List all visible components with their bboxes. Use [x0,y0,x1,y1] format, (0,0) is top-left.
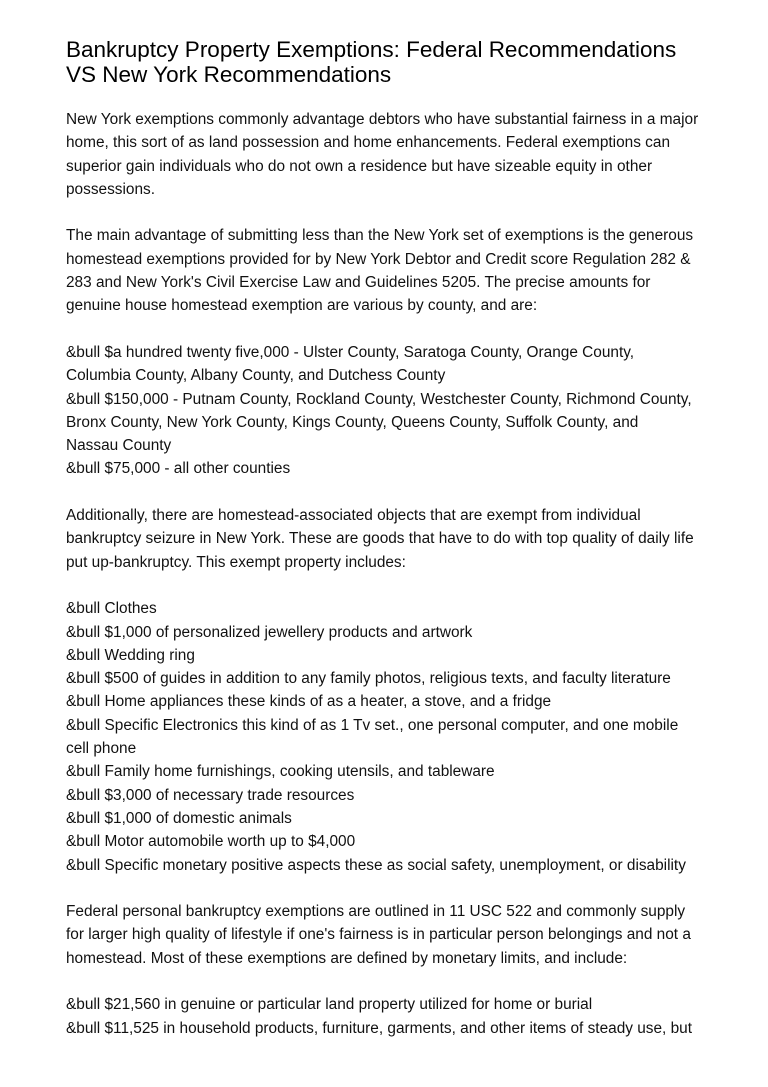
text-line: superior gain individuals who do not own a residence but have sizeable equity in other [66,157,653,175]
bullet-list [66,597,746,877]
list-item: &bull $3,000 of necessary trade resources [66,786,355,804]
paragraph-gap [66,574,746,597]
list-item: &bull Clothes [66,600,157,618]
list-item-continuation: Bronx County, New York County, Kings County, Queens County, Suffolk County, and [66,413,639,431]
list-item: &bull $a hundred twenty five,000 - Ulster County, Saratoga County, Orange County, [66,343,635,361]
paragraph-gap [66,481,746,504]
text-line: Additionally, there are homestead-associated objects that are exempt from individual [66,507,641,525]
text-line: possessions. [66,180,155,198]
text-line: New York exemptions commonly advantage debtors who have substantial fairness in a major [66,111,699,128]
list-item-continuation: cell phone [66,740,137,758]
paragraph-gap [66,201,746,224]
list-item: &bull Specific monetary positive aspects these as social safety, unemployment, or disability [66,856,686,874]
list-item: &bull Family home furnishings, cooking utensils, and tableware [66,763,495,781]
text-line: homestead exemptions provided for by New York Debtor and Credit score Regulation 282 & [66,250,691,268]
paragraph [66,108,746,201]
text-line: Federal personal bankruptcy exemptions are outlined in 11 USC 522 and commonly supply [66,903,686,921]
list-item: &bull $75,000 - all other counties [66,460,291,478]
paragraph [66,900,746,970]
list-item: &bull $11,525 in household products, furniture, garments, and other items of steady use, but [66,1019,692,1037]
paragraph [66,504,746,574]
text-line: for larger high quality of lifestyle if one's fairness is in particular person belongings and not a [66,926,691,944]
list-item: &bull Home appliances these kinds of as a heater, a stove, and a fridge [66,693,552,711]
list-item: &bull Motor automobile worth up to $4,000 [66,833,356,851]
list-item: &bull $500 of guides in addition to any family photos, religious texts, and faculty literature [66,670,671,688]
bullet-list [66,993,746,1040]
text-line: home, this sort of as land possession and home enhancements. Federal exemptions can [66,134,670,152]
paragraph-gap [66,318,746,341]
list-item: &bull $1,000 of domestic animals [66,809,292,827]
title-line: VS New York Recommendations [66,62,392,87]
list-item: &bull Wedding ring [66,646,195,664]
text-line: bankruptcy seizure in New York. These are goods that have to do with top quality of daily life [66,530,694,548]
bullet-list [66,341,746,481]
title-line: Bankruptcy Property Exemptions: Federal Recommendations [66,37,677,62]
list-item-continuation: Columbia County, Albany County, and Dutchess County [66,367,446,385]
document-body [66,108,746,1040]
document-title [66,37,726,87]
text-line: The main advantage of submitting less than the New York set of exemptions is the generous [66,227,694,245]
text-line: 283 and New York's Civil Exercise Law and Guidelines 5205. The precise amounts for [66,274,651,292]
list-item: &bull Specific Electronics this kind of as 1 Tv set., one personal computer, and one mobile [66,716,679,734]
paragraph-gap [66,877,746,900]
list-item-continuation: Nassau County [66,437,172,455]
text-line: homestead. Most of these exemptions are defined by monetary limits, and include: [66,949,628,967]
paragraph-gap [66,970,746,993]
text-line: genuine house homestead exemption are various by county, and are: [66,297,538,315]
text-line: put up-bankruptcy. This exempt property includes: [66,553,406,571]
list-item: &bull $21,560 in genuine or particular land property utilized for home or burial [66,996,593,1014]
paragraph [66,224,746,317]
list-item: &bull $1,000 of personalized jewellery products and artwork [66,623,473,641]
list-item: &bull $150,000 - Putnam County, Rockland County, Westchester County, Richmond County, [66,390,692,408]
